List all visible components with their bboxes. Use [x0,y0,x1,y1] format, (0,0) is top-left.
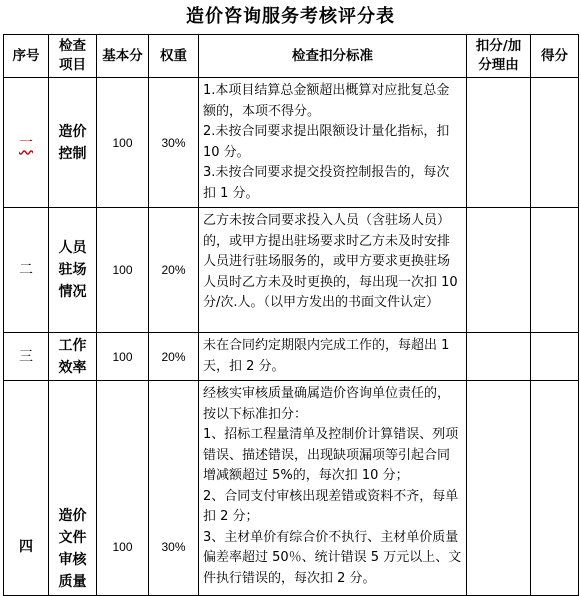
row-reason[interactable] [467,208,531,333]
row-item: 人员驻场情况 [49,208,97,333]
row-reason[interactable] [467,333,531,381]
row-item: 造价控制 [49,78,97,208]
row-criteria: 1.本项目结算总金额超出概算对应批复总金额的，本项不得分。 2.未按合同要求提出限额设计量化指标，扣 10 分。 3.未按合同要求提交投资控制报告的，每次扣 1 分。 [199,78,467,208]
row-item: 工作效率 [49,333,97,381]
header-seq: 序号 [4,35,49,78]
row-criteria: 未在合同约定期限内完成工作的，每超出 1 天，扣 2 分。 [199,333,467,381]
row-seq: 四 [4,381,49,596]
row-reason[interactable] [467,78,531,208]
row-base: 100 [97,78,149,208]
row-weight: 30% [149,381,199,596]
row-seq: 一 [4,78,49,208]
page-title: 造价咨询服务考核评分表 [186,6,395,27]
row-item: 造价文件审核质量 [49,381,97,596]
row-base: 100 [97,381,149,596]
header-base: 基本分 [97,35,149,78]
table-row [4,333,579,381]
row-criteria: 经核实审核质量确属造价咨询单位责任的，按以下标准扣分： 1、招标工程量清单及控制价计算错误、列项错误、描述错误，出现缺项漏项等引起合同增减额超过 5%的，每次扣 10 分； 2、合同支付审核出现差错或资料不齐，每单扣 2 分； 3、主材单价有综合价不执行、主材单价质量偏差率超过 50％、统计错误 5 万元以上、文件执行错误的，每次扣 2 分。 [199,381,467,596]
row-reason[interactable] [467,381,531,596]
row-weight: 30% [149,78,199,208]
header-score: 得分 [531,35,579,78]
header-item: 检查项目 [49,35,97,78]
row-base: 100 [97,208,149,333]
table-row [4,208,579,333]
row-score[interactable] [531,208,579,333]
row-score[interactable] [531,381,579,596]
header-criteria: 检查扣分标准 [199,35,467,78]
row-weight: 20% [149,333,199,381]
row-score[interactable] [531,78,579,208]
header-row [4,35,579,78]
row-weight: 20% [149,208,199,333]
row-score[interactable] [531,333,579,381]
header-reason: 扣分/加分理由 [467,35,531,78]
row-seq: 三 [4,333,49,381]
header-weight: 权重 [149,35,199,78]
row-base: 100 [97,333,149,381]
row-seq: 二 [4,208,49,333]
score-table [3,34,579,596]
table-row [4,381,579,596]
row-criteria: 乙方未按合同要求投入人员（含驻场人员）的，或甲方提出驻场要求时乙方未及时安排人员进行驻场服务的，或甲方要求更换驻场人员时乙方未及时更换的，每出现一次扣 10 分/次.人。（以甲方发出的书面文件认定） [199,208,467,333]
table-row [4,78,579,208]
